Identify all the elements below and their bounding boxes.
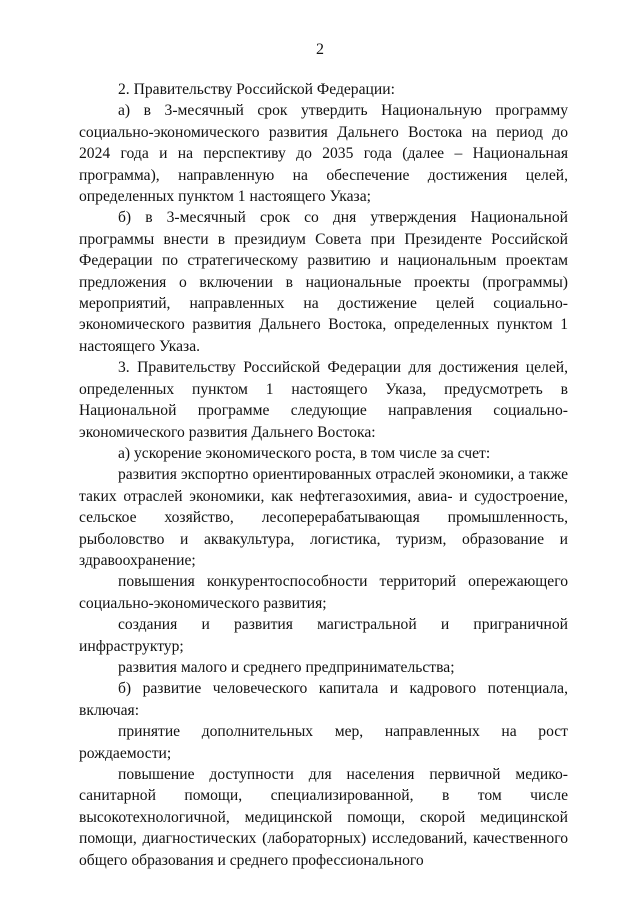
paragraph-item-3a: а) ускорение экономического роста, в том числе за счет: (118, 444, 491, 462)
paragraph-item-2: 2. Правительству Российской Федерации: (118, 81, 395, 98)
paragraph-item-2a: а) в 3-месячный срок утвердить Национальную программу социально-экономического развития Дальнего Востока на период до 2024 года и на перспективу до 2035 года (далее – Национальная программа), направленную на обеспечение достижения целей, определенных пунктом 1 настоящего Указа; (79, 102, 568, 206)
page-number: 2 (316, 41, 324, 58)
paragraph-small-business: развития малого и среднего предпринимательства; (118, 658, 455, 676)
paragraph-export-industries: развития экспортно ориентированных отраслей экономики, а также таких отраслей экономики, как нефтегазохимия, авиа- и судостроение, сельское хозяйство, лесоперерабатывающая промышленность, рыболовство и аквакультура, логистика, туризм, образование и здравоохранение; (79, 466, 568, 569)
paragraph-competitiveness: повышения конкурентоспособности территорий опережающего социально-экономического развития; (79, 573, 568, 612)
paragraph-birth-rate: принятие дополнительных мер, направленных на рост рождаемости; (79, 723, 568, 762)
document-body (79, 79, 568, 871)
paragraph-item-3b: б) развитие человеческого капитала и кадрового потенциала, включая: (79, 680, 568, 719)
paragraph-infrastructure: создания и развития магистральной и приграничной инфраструктур; (79, 616, 568, 655)
paragraph-healthcare-access: повышение доступности для населения первичной медико-санитарной помощи, специализированной, в том числе высокотехнологичной, медицинской помощи, скорой медицинской помощи, диагностических (лабораторных) исследований, качественного общего образования и среднего профессионального (79, 766, 568, 869)
paragraph-item-2b: б) в 3-месячный срок со дня утверждения Национальной программы внести в президиум Совета при Президенте Российской Федерации по стратегическому развитию и национальным проектам предложения о включении в национальные проекты (программы) мероприятий, направленных на достижение целей социально-экономического развития Дальнего Востока, определенных пунктом 1 настоящего Указа. (79, 209, 568, 355)
paragraph-item-3: 3. Правительству Российской Федерации для достижения целей, определенных пунктом 1 настоящего Указа, предусмотреть в Национальной программе следующие направления социально-экономического развития Дальнего Востока: (79, 359, 568, 441)
